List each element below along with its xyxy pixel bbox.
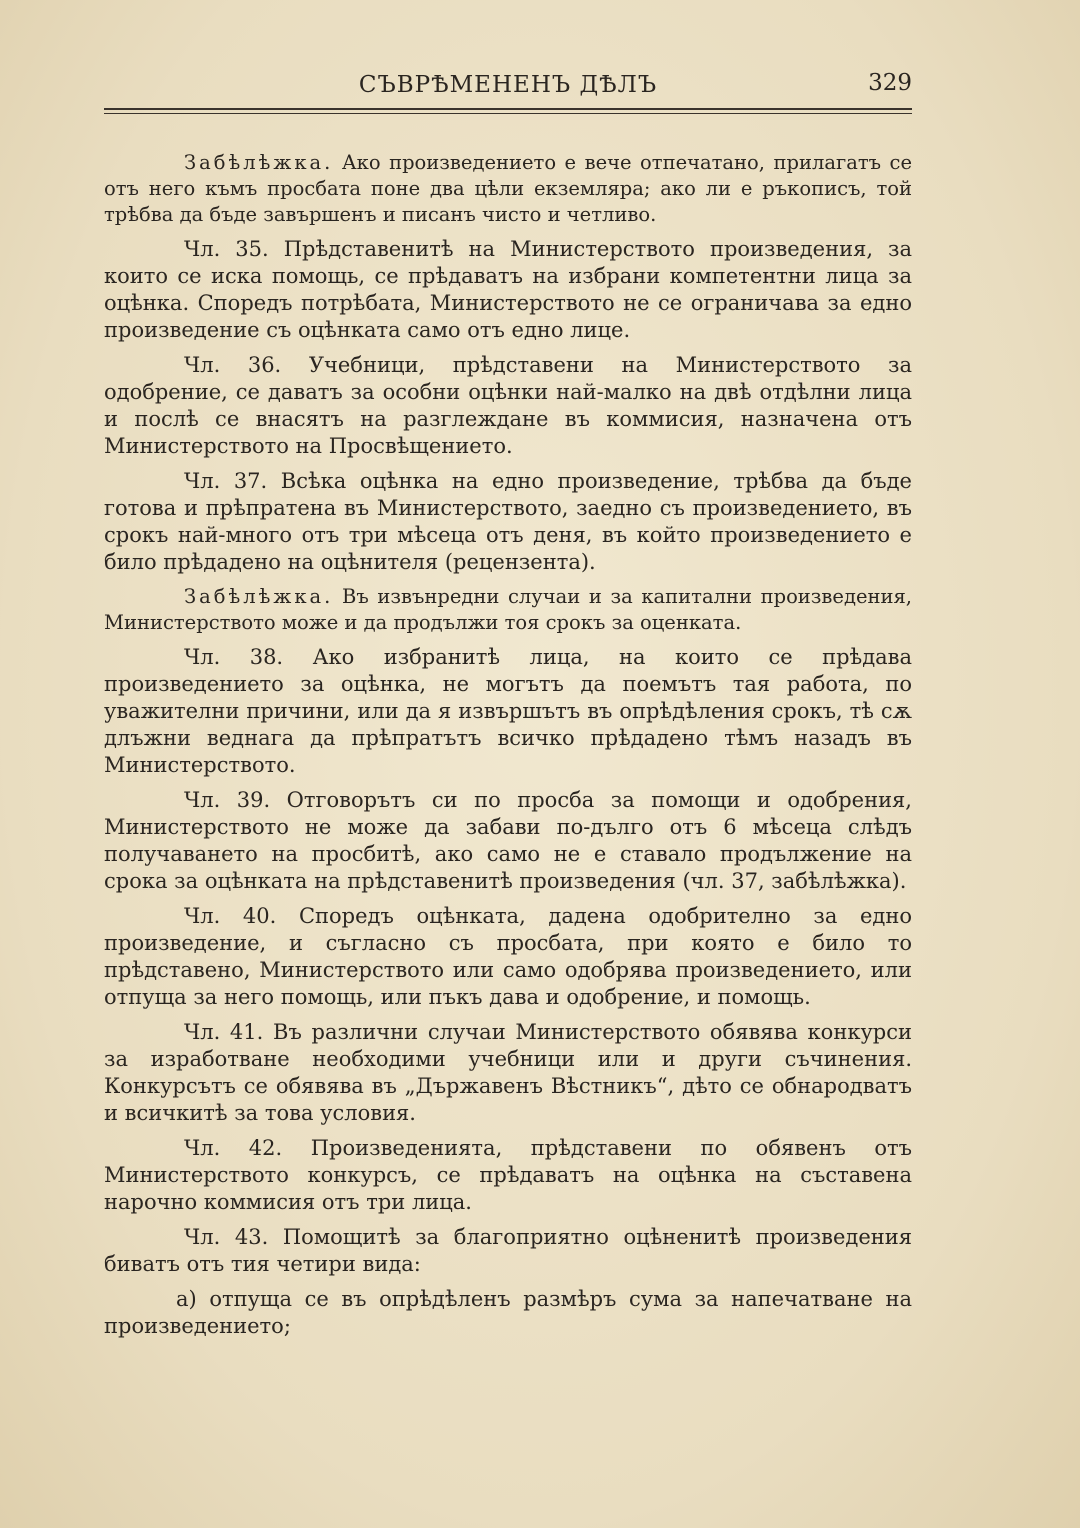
- article-number: Чл. 37.: [184, 469, 268, 493]
- paragraph-text: Споредъ оцѣнката, дадена одобрително за едно произведение, и съгласно съ просбата, при която е било то прѣдставено, Министерството или само одобрява произведението, или отпуща за него помощь, или пъкъ дава и одобрение, и помощь.: [104, 904, 912, 1009]
- note-paragraph: [104, 150, 912, 228]
- article-39: [104, 787, 912, 895]
- article-number: Чл. 40.: [184, 904, 277, 928]
- paragraph-text: Отговорътъ си по просба за помощи и одобрения, Министерството не може да забави по-дълго отъ 6 мѣсеца слѣдъ получаването на просбитѣ, ако само не е ставало продължение на срока за оцѣнката на прѣдставенитѣ произведения (чл. 37, забѣлѣжка).: [104, 788, 912, 893]
- paragraph-text: Помощитѣ за благоприятно оцѣненитѣ произведения биватъ отъ тия четири вида:: [104, 1225, 912, 1276]
- article-number: Чл. 39.: [184, 788, 271, 812]
- article-41: [104, 1019, 912, 1127]
- note-label: Забѣлѣжка.: [184, 151, 334, 174]
- header-rule: [104, 108, 912, 110]
- header-rule-thin: [104, 113, 912, 114]
- paragraph-text: Произведенията, прѣдставени по обявенъ отъ Министерството конкурсъ, се прѣдаватъ на оцѣнка на съставена нарочно коммисия отъ три лица.: [104, 1136, 912, 1214]
- page-number: 329: [868, 70, 912, 96]
- article-number: Чл. 41.: [184, 1020, 264, 1044]
- list-item-a: [104, 1286, 912, 1340]
- paragraph-text: Ако избранитѣ лица, на които се прѣдава произведението за оцѣнка, не могътъ да поемътъ тая работа, по уважителни причини, или да я извършътъ въ опрѣдѣления срокъ, тѣ сѫ длъжни веднага да прѣпратътъ всичко прѣдадено тѣмъ назадъ въ Министерството.: [104, 645, 912, 777]
- running-header: [104, 68, 912, 104]
- article-43: [104, 1224, 912, 1278]
- paragraph-text: Въ извънредни случаи и за капитални произведения, Министерството може и да продължи тоя срокъ за оценката.: [104, 585, 912, 634]
- article-37: [104, 468, 912, 576]
- article-number: Чл. 36.: [184, 353, 282, 377]
- article-number: Чл. 38.: [184, 645, 284, 669]
- article-number: Чл. 43.: [184, 1225, 269, 1249]
- paragraph-text: отпуща се въ опрѣдѣленъ размѣръ сума за напечатване на произведението;: [104, 1287, 912, 1338]
- note-label: Забѣлѣжка.: [184, 585, 334, 608]
- paragraph-text: Въ различни случаи Министерството обявява конкурси за изработване необходими учебници или и други съчинения. Конкурсътъ се обявява въ „Държавенъ Вѣстникъ“, дѣто се обнародватъ и всичкитѣ за това условия.: [104, 1020, 912, 1125]
- paragraph-text: Учебници, прѣдставени на Министерството за одобрение, се даватъ за особни оцѣнки най-малко на двѣ отдѣлни лица и послѣ се внасятъ на разглеждане въ коммисия, назначена отъ Министерството на Просвѣщението.: [104, 353, 912, 458]
- paragraph-text: Ако произведението е вече отпечатано, прилагатъ се отъ него къмъ просбата поне два цѣли екземляра; ако ли е ръкописъ, той трѣбва да бъде завършенъ и писанъ чисто и четливо.: [104, 151, 912, 226]
- paragraph-text: Прѣдставенитѣ на Министерството произведения, за които се иска помощь, се прѣдаватъ на избрани компетентни лица за оцѣнка. Споредъ потрѣбата, Министерството не се ограничава за едно произведение съ оцѣнката само отъ едно лице.: [104, 237, 913, 342]
- article-number: Чл. 35.: [184, 237, 269, 261]
- article-number: Чл. 42.: [184, 1136, 283, 1160]
- article-42: [104, 1135, 912, 1216]
- paragraph-text: Всѣка оцѣнка на едно произведение, трѣбва да бъде готова и прѣпратена въ Министерството, заедно съ произведението, въ срокъ най-много отъ три мѣсеца отъ деня, въ който произведението е било прѣдадено на оцѣнителя (рецензента).: [104, 469, 912, 574]
- article-40: [104, 903, 912, 1011]
- page-body: [104, 150, 912, 1340]
- article-35: [104, 236, 912, 344]
- article-38: [104, 644, 912, 779]
- note-paragraph: [104, 584, 912, 636]
- section-title: СЪВРѢМЕНЕНЪ ДѢЛЪ: [358, 72, 658, 98]
- article-36: [104, 352, 912, 460]
- item-marker: а): [176, 1287, 197, 1311]
